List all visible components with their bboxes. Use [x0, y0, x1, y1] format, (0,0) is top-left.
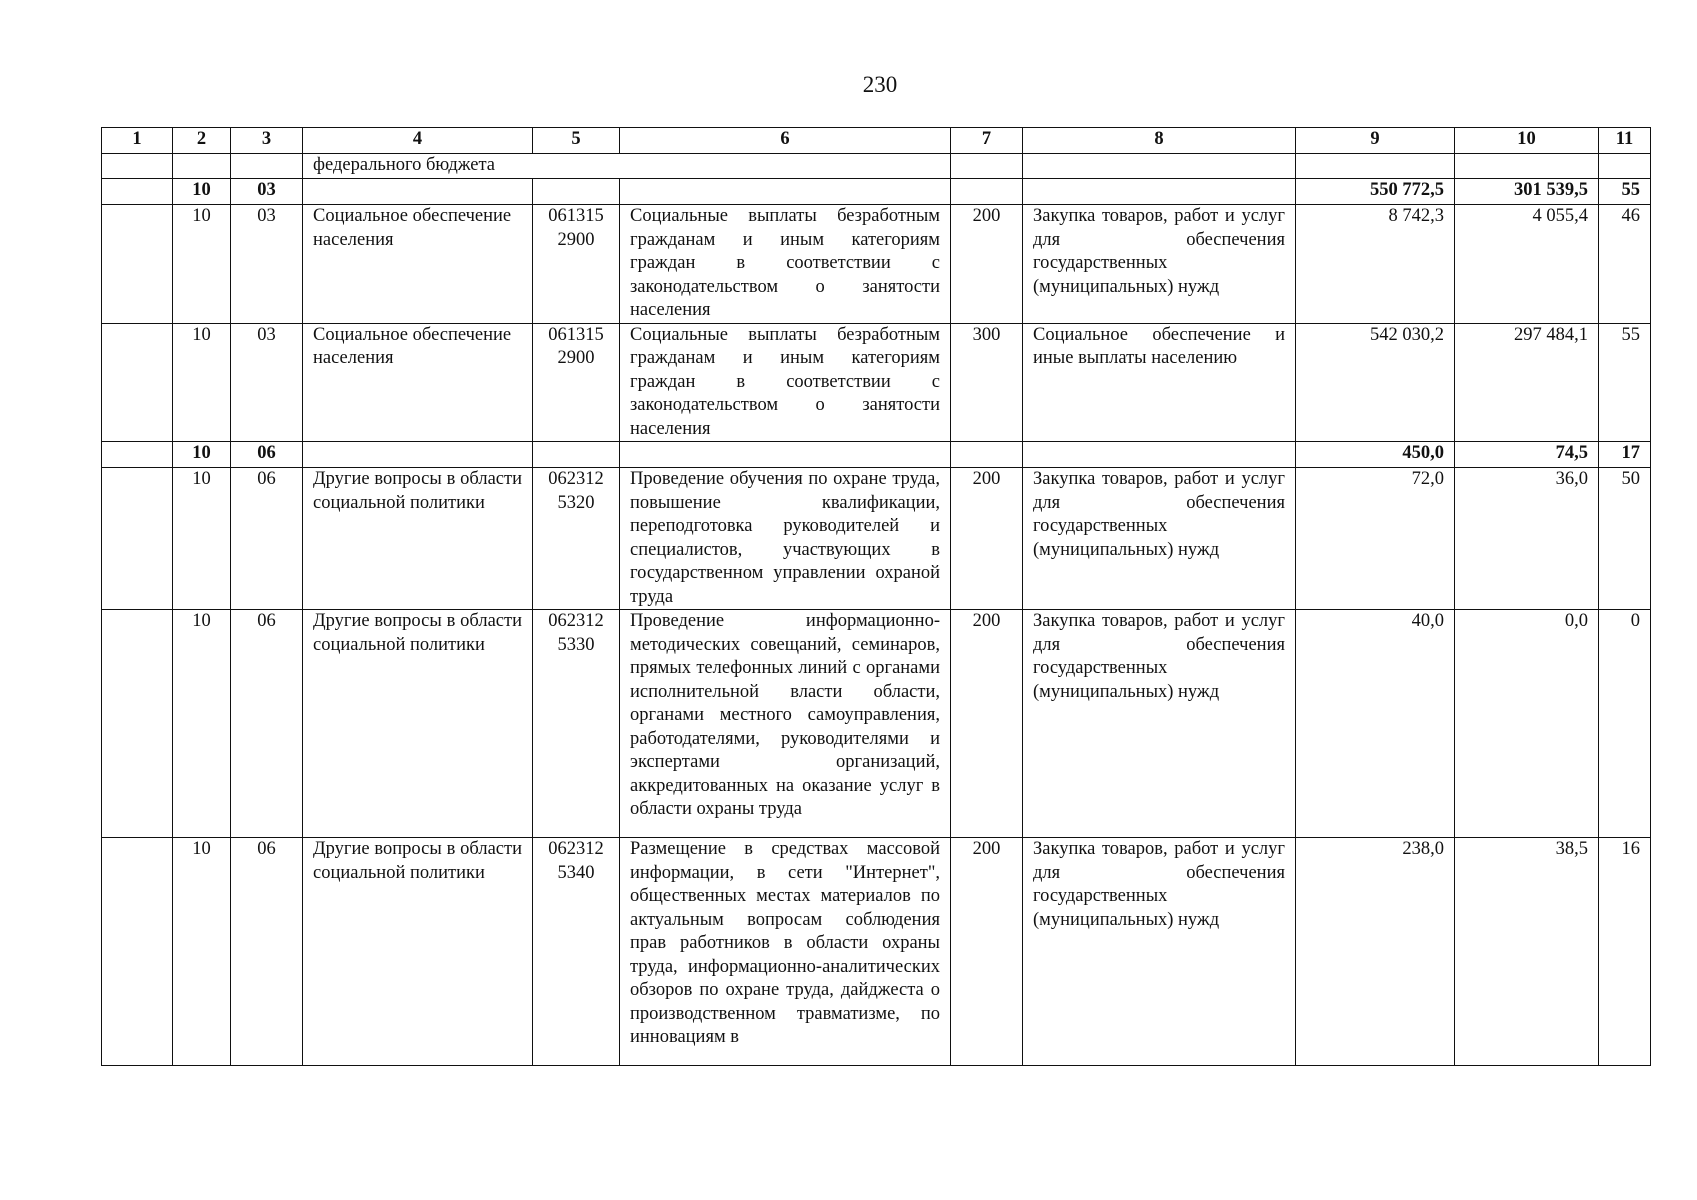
table-row — [102, 205, 1651, 324]
expense-type-code: 300 — [951, 323, 1023, 442]
header-cell: 9 — [1296, 128, 1455, 154]
actual-amount: 0,0 — [1455, 610, 1599, 838]
expense-type-name: Закупка товаров, работ и услуг для обеспечения государственных (муниципальных) нужд — [1023, 610, 1296, 838]
percent-value: 16 — [1599, 838, 1651, 1066]
subtotal-row — [102, 179, 1651, 205]
subsection-code: 06 — [231, 442, 303, 468]
section-code: 10 — [173, 838, 231, 1066]
target-article-code: 062312 5330 — [533, 610, 620, 838]
expense-type-code: 200 — [951, 838, 1023, 1066]
subsection-code: 06 — [231, 838, 303, 1066]
subsection-code: 03 — [231, 179, 303, 205]
header-cell: 2 — [173, 128, 231, 154]
target-article-code: 062312 5320 — [533, 468, 620, 610]
expense-type-code: 200 — [951, 205, 1023, 324]
header-cell: 3 — [231, 128, 303, 154]
expense-description: Размещение в средствах массовой информации, в сети "Интернет", общественных местах материалов по актуальным вопросам соблюдения прав работников в области охраны труда, информационно-аналитических обзоров по охране труда, дайджеста о производственном травматизме, по инновациям в — [620, 838, 951, 1066]
expense-type-code: 200 — [951, 468, 1023, 610]
header-cell: 5 — [533, 128, 620, 154]
section-code: 10 — [173, 468, 231, 610]
expense-description: Проведение обучения по охране труда, повышение квалификации, переподготовка руководителей и специалистов, участвующих в государственном управлении охраной труда — [620, 468, 951, 610]
expense-description: Социальные выплаты безработным гражданам и иным категориям граждан в соответствии с законодательством о занятости населения — [620, 323, 951, 442]
target-article-code: 061315 2900 — [533, 323, 620, 442]
table-row — [102, 610, 1651, 838]
expense-type-name: Закупка товаров, работ и услуг для обеспечения государственных (муниципальных) нужд — [1023, 468, 1296, 610]
actual-amount: 4 055,4 — [1455, 205, 1599, 324]
section-name: Другие вопросы в области социальной политики — [303, 610, 533, 838]
percent-value: 50 — [1599, 468, 1651, 610]
plan-amount: 8 742,3 — [1296, 205, 1455, 324]
section-name: Социальное обеспечение населения — [303, 323, 533, 442]
plan-amount: 72,0 — [1296, 468, 1455, 610]
section-code: 10 — [173, 610, 231, 838]
header-cell: 1 — [102, 128, 173, 154]
section-code: 10 — [173, 205, 231, 324]
budget-table — [101, 127, 1651, 1066]
percent-value: 46 — [1599, 205, 1651, 324]
subsection-code: 06 — [231, 468, 303, 610]
header-cell: 4 — [303, 128, 533, 154]
plan-amount: 550 772,5 — [1296, 179, 1455, 205]
plan-amount: 40,0 — [1296, 610, 1455, 838]
expense-description: Проведение информационно-методических совещаний, семинаров, прямых телефонных линий с органами исполнительной власти области, органами местного самоуправления, работодателями, руководителями и экспертами организаций, аккредитованных на оказание услуг в области охраны труда — [620, 610, 951, 838]
actual-amount: 301 539,5 — [1455, 179, 1599, 205]
subsection-code: 06 — [231, 610, 303, 838]
expense-description: Социальные выплаты безработным гражданам и иным категориям граждан в соответствии с законодательством о занятости населения — [620, 205, 951, 324]
subsection-code: 03 — [231, 205, 303, 324]
plan-amount: 238,0 — [1296, 838, 1455, 1066]
section-code: 10 — [173, 442, 231, 468]
percent-value: 17 — [1599, 442, 1651, 468]
header-cell: 6 — [620, 128, 951, 154]
section-name: Социальное обеспечение населения — [303, 205, 533, 324]
table-row — [102, 468, 1651, 610]
percent-value: 0 — [1599, 610, 1651, 838]
section-name: Другие вопросы в области социальной политики — [303, 838, 533, 1066]
subsection-code: 03 — [231, 323, 303, 442]
section-code: 10 — [173, 179, 231, 205]
header-row — [102, 128, 1651, 154]
header-cell: 10 — [1455, 128, 1599, 154]
actual-amount: 74,5 — [1455, 442, 1599, 468]
header-cell: 8 — [1023, 128, 1296, 154]
percent-value: 55 — [1599, 179, 1651, 205]
expense-type-name: Социальное обеспечение и иные выплаты населению — [1023, 323, 1296, 442]
percent-value: 55 — [1599, 323, 1651, 442]
target-article-code: 061315 2900 — [533, 205, 620, 324]
expense-type-name: Закупка товаров, работ и услуг для обеспечения государственных (муниципальных) нужд — [1023, 205, 1296, 324]
actual-amount: 36,0 — [1455, 468, 1599, 610]
target-article-code: 062312 5340 — [533, 838, 620, 1066]
section-code: 10 — [173, 323, 231, 442]
header-cell: 7 — [951, 128, 1023, 154]
plan-amount: 450,0 — [1296, 442, 1455, 468]
section-name: Другие вопросы в области социальной политики — [303, 468, 533, 610]
continuation-row — [102, 154, 1651, 179]
continuation-text: федерального бюджета — [303, 154, 951, 179]
page-number: 230 — [862, 72, 898, 97]
plan-amount: 542 030,2 — [1296, 323, 1455, 442]
actual-amount: 297 484,1 — [1455, 323, 1599, 442]
expense-type-name: Закупка товаров, работ и услуг для обеспечения государственных (муниципальных) нужд — [1023, 838, 1296, 1066]
table-row — [102, 838, 1651, 1066]
table-row — [102, 323, 1651, 442]
subtotal-row — [102, 442, 1651, 468]
expense-type-code: 200 — [951, 610, 1023, 838]
actual-amount: 38,5 — [1455, 838, 1599, 1066]
header-cell: 11 — [1599, 128, 1651, 154]
